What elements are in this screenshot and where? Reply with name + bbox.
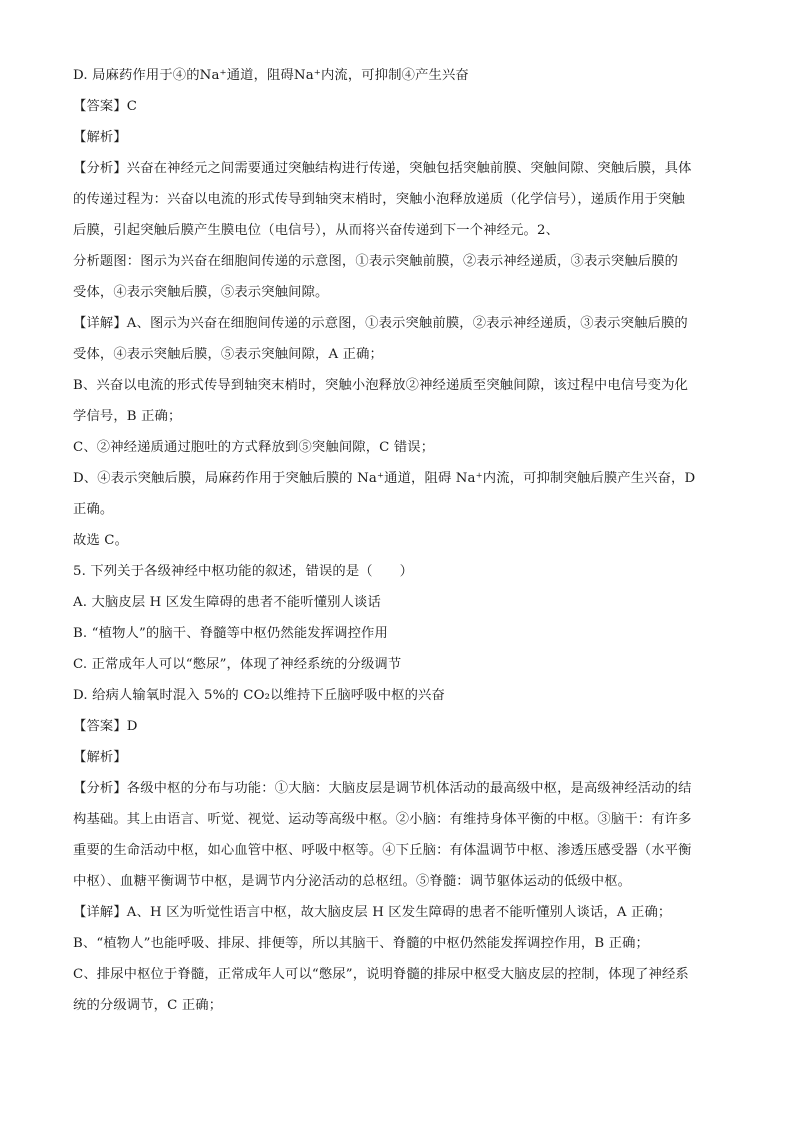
question-5-stem: 5. 下列关于各级神经中枢功能的叙述，错误的是（ ） [73,564,414,579]
detail-line: 学信号，B 正确； [73,409,182,424]
detail-line: 【详解】A、H 区为听觉性语言中枢，故大脑皮层 H 区发生障碍的患者不能听懂别人谈话，A 正确； [73,905,672,920]
detail-line: D、④表示突触后膜，局麻药作用于突触后膜的 Na⁺通道，阻碍 Na⁺内流，可抑制突触后膜产生兴奋，D [73,471,696,486]
analysis-line: 受体，④表示突触后膜，⑤表示突触间隙。 [73,285,329,300]
answer-label: 【答案】C [73,99,138,114]
detail-line: B、兴奋以电流的形式传导到轴突末梢时，突触小泡释放②神经递质至突触间隙，该过程中电信号变为化 [73,378,689,393]
detail-line: B、“植物人”也能呼吸、排尿、排便等，所以其脑干、脊髓的中枢仍然能发挥调控作用，B 正确； [73,936,649,951]
choice-conclusion: 故选 C。 [73,533,129,548]
analysis-line: 分析题图：图示为兴奋在细胞间传递的示意图，①表示突触前膜，②表示神经递质，③表示突触后膜的 [73,254,679,269]
question-5-option-a: A. 大脑皮层 H 区发生障碍的患者不能听懂别人谈话 [73,595,381,610]
analysis-line: 构基础。其上由语言、听觉、视觉、运动等高级中枢。②小脑：有维持身体平衡的中枢。③脑干：有许多 [73,812,692,827]
question-5-option-b: B. “植物人”的脑干、脊髓等中枢仍然能发挥调控作用 [73,626,388,641]
analysis-line: 【分析】各级中枢的分布与功能：①大脑：大脑皮层是调节机体活动的最高级中枢，是高级神经活动的结 [73,781,692,796]
detail-line: 正确。 [73,502,114,517]
detail-line: 【详解】A、图示为兴奋在细胞间传递的示意图，①表示突触前膜，②表示神经递质，③表示突触后膜的 [73,316,688,331]
analysis-line: 中枢）、血糖平衡调节中枢，是调节内分泌活动的总枢纽。⑤脊髓：调节躯体运动的低级中枢。 [73,874,632,889]
option-d-prev: D. 局麻药作用于④的Na⁺通道，阻碍Na⁺内流，可抑制④产生兴奋 [73,68,469,83]
detail-line: C、②神经递质通过胞吐的方式释放到⑤突触间隙，C 错误； [73,440,435,455]
analysis-heading: 【解析】 [73,130,127,145]
detail-line: C、排尿中枢位于脊髓，正常成年人可以“憋尿”，说明脊髓的排尿中枢受大脑皮层的控制，体现了神经系 [73,967,689,982]
question-5-option-c: C. 正常成年人可以“憋尿”，体现了神经系统的分级调节 [73,657,402,672]
analysis-line: 后膜，引起突触后膜产生膜电位（电信号），从而将兴奋传递到下一个神经元。2、 [73,223,560,238]
answer-label: 【答案】D [73,719,138,734]
detail-line: 受体，④表示突触后膜，⑤表示突触间隙，A 正确； [73,347,383,362]
analysis-line: 的传递过程为：兴奋以电流的形式传导到轴突末梢时，突触小泡释放递质（化学信号），递质作用于突触 [73,192,685,207]
analysis-line: 重要的生命活动中枢，如心血管中枢、呼吸中枢等。④下丘脑：有体温调节中枢、渗透压感受器（水平衡 [73,843,692,858]
analysis-heading: 【解析】 [73,750,127,765]
detail-line: 统的分级调节，C 正确； [73,998,223,1013]
analysis-line: 【分析】兴奋在神经元之间需要通过突触结构进行传递，突触包括突触前膜、突触间隙、突触后膜，具体 [73,161,692,176]
question-5-option-d: D. 给病人输氧时混入 5%的 CO₂以维持下丘脑呼吸中枢的兴奋 [73,688,445,703]
